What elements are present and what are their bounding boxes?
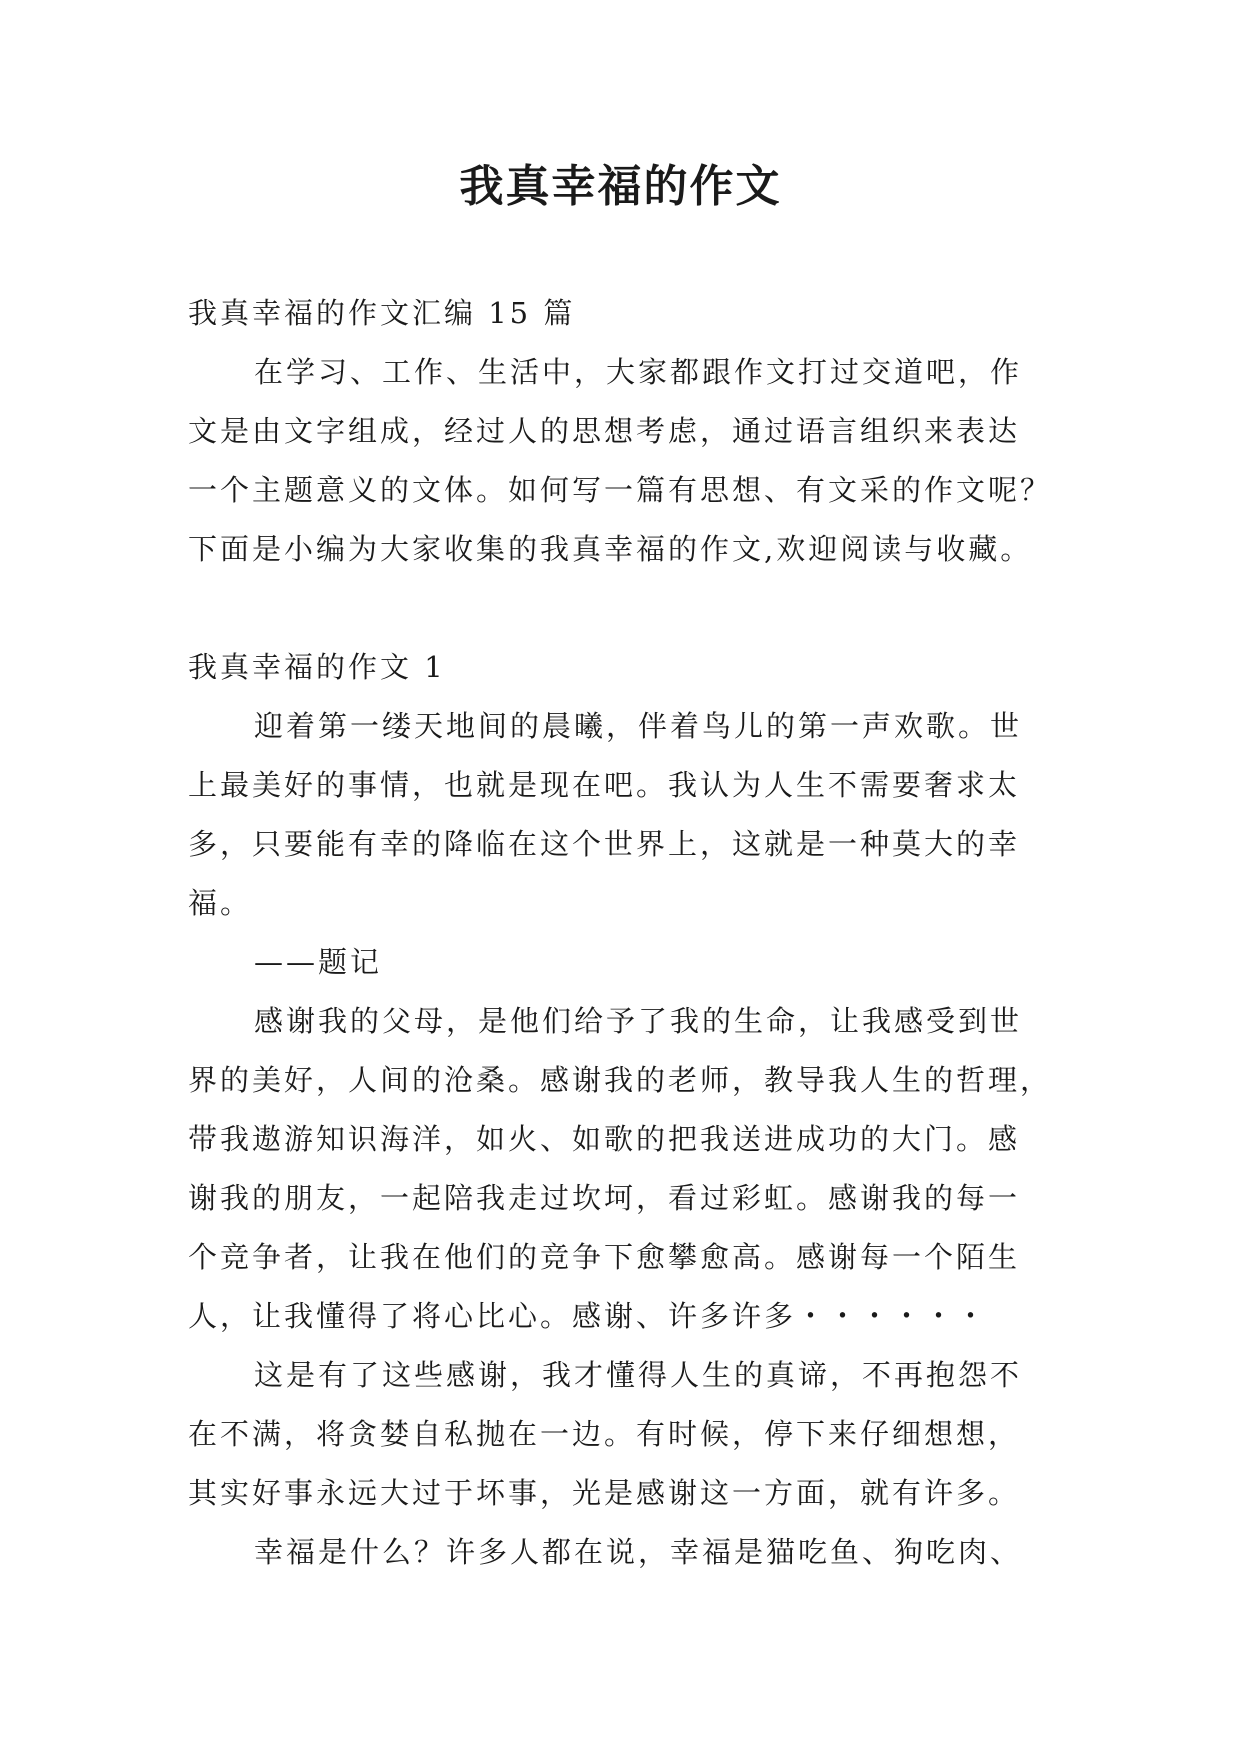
section-heading: 我真幸福的作文 1 [188,650,446,684]
paragraph-5 [188,1523,1058,1582]
paragraph-line: 多，只要能有幸的降临在这个世界上，这就是一种莫大的幸 [188,827,1021,861]
paragraph-line: 感谢我的父母，是他们给予了我的生命，让我感受到世 [254,1004,1023,1038]
intro-paragraph [188,343,1058,579]
paragraph-line: 带我遨游知识海洋，如火、如歌的把我送进成功的大门。感 [188,1122,1021,1156]
paragraph-line: 福。 [188,886,253,920]
paragraph-1 [188,697,1058,933]
paragraph-4 [188,1346,1058,1523]
paragraph-line: 其实好事永远大过于坏事，光是感谢这一方面，就有许多。 [188,1476,1021,1510]
paragraph-line: 界的美好，人间的沧桑。感谢我的老师，教导我人生的哲理， [188,1063,1053,1097]
paragraph-line: 一个主题意义的文体。如何写一篇有思想、有文采的作文呢？ [188,473,1053,507]
paragraph-line: 谢我的朋友，一起陪我走过坎坷，看过彩虹。感谢我的每一 [188,1181,1021,1215]
document-title: 我真幸福的作文 [459,161,782,212]
paragraph-line: 在不满，将贪婪自私抛在一边。有时候，停下来仔细想想， [188,1417,1021,1451]
blank-line [188,579,1058,638]
document-body [188,284,1058,1582]
paragraph-line: 上最美好的事情，也就是现在吧。我认为人生不需要奢求太 [188,768,1021,802]
paragraph-line: 下面是小编为大家收集的我真幸福的作文,欢迎阅读与收藏。 [188,532,1033,566]
paragraph-line: 迎着第一缕天地间的晨曦，伴着鸟儿的第一声欢歌。世 [254,709,1023,743]
paragraph-line: 幸福是什么？许多人都在说，幸福是猫吃鱼、狗吃肉、 [254,1535,1023,1569]
paragraph-line: 人，让我懂得了将心比心。感谢、许多许多・・・・・・ [188,1299,989,1333]
paragraph-line: 在学习、工作、生活中，大家都跟作文打过交道吧，作 [254,355,1023,389]
epigraph-attribution: ——题记 [254,945,383,979]
paragraph-line: 这是有了这些感谢，我才懂得人生的真谛，不再抱怨不 [254,1358,1023,1392]
document-subtitle: 我真幸福的作文汇编 15 篇 [188,296,576,330]
paragraph-3 [188,992,1058,1346]
paragraph-line: 个竞争者，让我在他们的竞争下愈攀愈高。感谢每一个陌生 [188,1240,1021,1274]
paragraph-line: 文是由文字组成，经过人的思想考虑，通过语言组织来表达 [188,414,1021,448]
